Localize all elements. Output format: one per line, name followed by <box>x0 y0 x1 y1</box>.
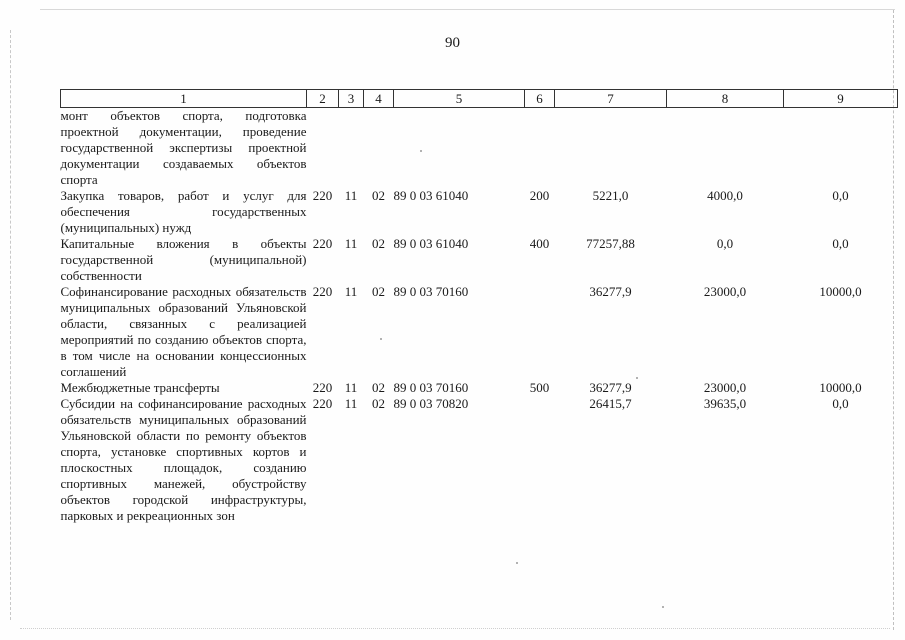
cell-col-2: 220 <box>312 188 333 203</box>
table-row <box>61 380 898 396</box>
cell-col-6: 200 <box>529 188 550 203</box>
table-row <box>61 188 898 236</box>
cell-col-5: 89 0 03 61040 <box>393 188 469 203</box>
table-row <box>61 396 898 524</box>
cell-col-4: 02 <box>372 236 385 251</box>
column-header-3: 3 <box>339 90 364 108</box>
cell-col-6 <box>525 396 555 524</box>
table-header-row <box>61 90 898 108</box>
cell-col-7: 36277,9 <box>589 380 632 395</box>
cell-col-9: 0,0 <box>832 396 849 411</box>
cell-col-4: 02 <box>372 396 385 411</box>
cell-col-2: 220 <box>312 236 333 251</box>
row-name: Софинансирование расходных обязательств муниципальных образований Ульяновской области, связанных с реализацией мероприятий по созданию объектов спорта, в том числе на основании концессионных соглашений <box>60 284 307 379</box>
cell-col-6: 500 <box>529 380 550 395</box>
cell-col-5 <box>394 108 525 189</box>
column-header-9: 9 <box>784 90 898 108</box>
cell-col-3 <box>339 108 364 189</box>
scan-speck <box>636 377 638 379</box>
cell-col-5: 89 0 03 70160 <box>393 380 469 395</box>
cell-col-9: 0,0 <box>832 236 849 251</box>
scan-edge-left <box>10 30 12 620</box>
column-header-7: 7 <box>555 90 667 108</box>
cell-col-2: 220 <box>312 380 333 395</box>
cell-col-7: 26415,7 <box>589 396 632 411</box>
cell-col-9: 10000,0 <box>819 380 862 395</box>
cell-col-4: 02 <box>372 380 385 395</box>
cell-col-8: 23000,0 <box>703 284 747 299</box>
row-name: Субсидии на софинансирование расходных обязательств муниципальных образований Ульяновской области по ремонту объектов спорта, установке спортивных кортов и плоскостных площадок, созданию спортивных манежей, обустройству объектов городской инфраструктуры, парковых и рекреационных зон <box>60 396 307 523</box>
cell-col-7: 77257,88 <box>586 236 635 251</box>
cell-col-2: 220 <box>312 396 333 411</box>
cell-col-5: 89 0 03 61040 <box>393 236 469 251</box>
column-header-6: 6 <box>525 90 555 108</box>
scan-speck <box>516 562 518 564</box>
cell-col-3: 11 <box>344 236 358 251</box>
page-number: 90 <box>445 35 460 51</box>
cell-col-9: 0,0 <box>832 188 849 203</box>
cell-col-8: 4000,0 <box>707 188 743 203</box>
cell-col-8: 0,0 <box>716 236 734 251</box>
cell-col-3: 11 <box>344 284 358 299</box>
scan-speck <box>380 338 382 340</box>
cell-col-5: 89 0 03 70820 <box>393 396 469 411</box>
cell-col-9 <box>784 108 898 189</box>
row-name: Закупка товаров, работ и услуг для обеспечения государственных (муниципальных) нужд <box>60 188 307 235</box>
cell-col-2: 220 <box>312 284 333 299</box>
cell-col-8: 23000,0 <box>703 380 747 395</box>
cell-col-3: 11 <box>344 396 358 411</box>
row-name: монт объектов спорта, подготовка проектной документации, проведение государственной экспертизы проектной документации создаваемых объектов спорта <box>60 108 307 187</box>
scan-edge-bottom <box>20 628 890 631</box>
cell-col-5: 89 0 03 70160 <box>393 284 469 299</box>
table-row <box>61 108 898 189</box>
row-name: Межбюджетные трансферты <box>60 380 220 395</box>
cell-col-4: 02 <box>372 284 385 299</box>
row-name: Капитальные вложения в объекты государственной (муниципальной) собственности <box>60 236 307 283</box>
cell-col-2 <box>307 108 339 189</box>
cell-col-6: 400 <box>529 236 550 251</box>
cell-col-3: 11 <box>344 380 358 395</box>
budget-table <box>60 89 898 524</box>
scan-speck <box>662 606 664 608</box>
cell-col-6 <box>525 284 555 380</box>
table-row <box>61 236 898 284</box>
cell-col-9: 10000,0 <box>819 284 862 299</box>
cell-col-3: 11 <box>344 188 358 203</box>
cell-col-8: 39635,0 <box>703 396 747 411</box>
scan-edge-top <box>40 9 895 10</box>
cell-col-6 <box>525 108 555 189</box>
cell-col-4: 02 <box>372 188 385 203</box>
column-header-5: 5 <box>394 90 525 108</box>
scan-speck <box>420 150 422 152</box>
cell-col-7 <box>555 108 667 189</box>
column-header-4: 4 <box>364 90 394 108</box>
cell-col-7: 36277,9 <box>589 284 632 299</box>
cell-col-8 <box>667 108 784 189</box>
cell-col-7: 5221,0 <box>592 188 629 203</box>
column-header-8: 8 <box>667 90 784 108</box>
cell-col-4 <box>364 108 394 189</box>
table-row <box>61 284 898 380</box>
column-header-1: 1 <box>61 90 307 108</box>
column-header-2: 2 <box>307 90 339 108</box>
